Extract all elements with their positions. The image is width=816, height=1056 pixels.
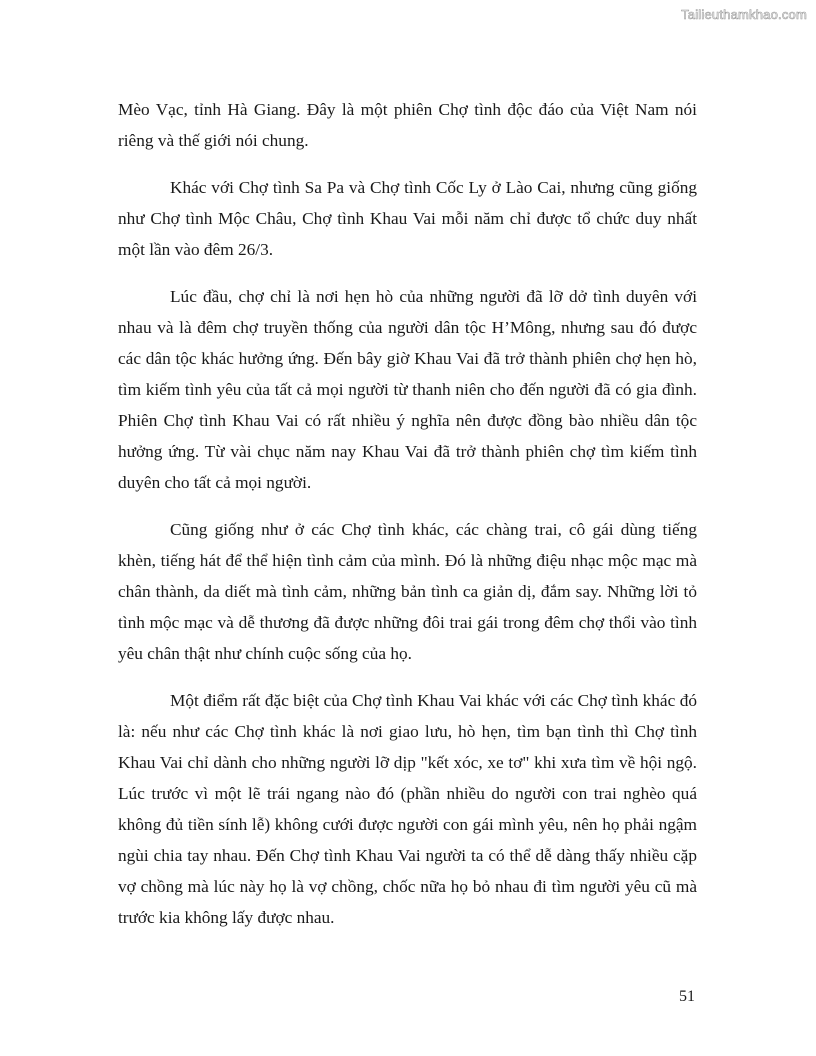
paragraph-3: Lúc đầu, chợ chỉ là nơi hẹn hò của những người đã lỡ dở tình duyên với nhau và là đêm chợ truyền thống của người dân tộc H’Mông, nhưng sau đó được các dân tộc khác hưởng ứng. Đến bây giờ Khau Vai đã trở thành phiên chợ hẹn hò, tìm kiếm tình yêu của tất cả mọi người từ thanh niên cho đến người đã có gia đình. Phiên Chợ tình Khau Vai có rất nhiều ý nghĩa nên được đồng bào nhiều dân tộc hưởng ứng. Từ vài chục năm nay Khau Vai đã trở thành phiên chợ tìm kiếm tình duyên cho tất cả mọi người. — [118, 287, 697, 492]
paragraph-2: Khác với Chợ tình Sa Pa và Chợ tình Cốc Ly ở Lào Cai, nhưng cũng giống như Chợ tình Mộc Châu, Chợ tình Khau Vai mỗi năm chỉ được tổ chức duy nhất một lần vào đêm 26/3. — [118, 178, 697, 259]
page-number: 51 — [679, 988, 695, 1005]
page-body — [118, 94, 697, 949]
watermark: Tailieuthamkhao.com — [681, 7, 807, 22]
paragraph-5: Một điểm rất đặc biệt của Chợ tình Khau Vai khác với các Chợ tình khác đó là: nếu như các Chợ tình khác là nơi giao lưu, hò hẹn, tìm bạn tình thì Chợ tình Khau Vai chỉ dành cho những người lỡ dịp "kết xóc, xe tơ" khi xưa tìm về hội ngộ. Lúc trước vì một lẽ trái ngang nào đó (phần nhiều do người con trai nghèo quá không đủ tiền sính lễ) không cưới được người con gái mình yêu, nên họ phải ngậm ngùi chia tay nhau. Đến Chợ tình Khau Vai người ta có thể dễ dàng thấy nhiều cặp vợ chồng mà lúc này họ là vợ chồng, chốc nữa họ bỏ nhau đi tìm người yêu cũ mà trước kia không lấy được nhau. — [118, 691, 697, 927]
paragraph-4: Cũng giống như ở các Chợ tình khác, các chàng trai, cô gái dùng tiếng khèn, tiếng hát để thể hiện tình cảm của mình. Đó là những điệu nhạc mộc mạc mà chân thành, da diết mà tình cảm, những bản tình ca giản dị, đắm say. Những lời tỏ tình mộc mạc và dễ thương đã được những đôi trai gái trong đêm chợ thổi vào tình yêu chân thật như chính cuộc sống của họ. — [118, 520, 697, 663]
paragraph-1: Mèo Vạc, tỉnh Hà Giang. Đây là một phiên Chợ tình độc đáo của Việt Nam nói riêng và thế giới nói chung. — [118, 100, 697, 150]
